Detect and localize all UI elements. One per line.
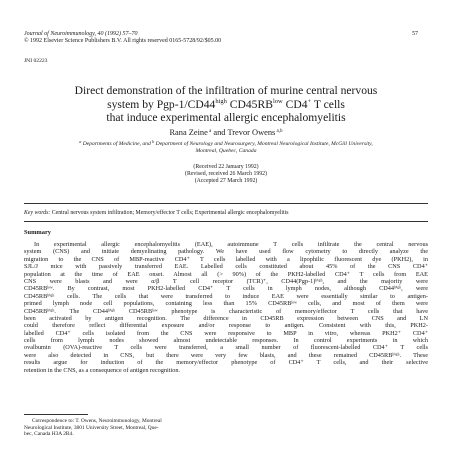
submission-dates xyxy=(30,164,422,186)
summary-line: been activated by antigen recognition. The difference in CD45RB expression between CNS and LN xyxy=(24,314,428,322)
summary-line: SJL/J mice with passively transferred EAE. Labelled cells constituted about 45% of the CNS CD4⁺ xyxy=(24,263,428,271)
title-line-2: system by Pgp-$1/CD44^{high}$ $CD45RB^{low}$ CD4+ T cells xyxy=(107,97,345,111)
summary-line: retention in the CNS, as a consequence of antigen recognition. xyxy=(24,366,181,374)
summary-body xyxy=(24,241,428,374)
footnote-divider xyxy=(24,414,88,415)
summary-line: cells from lymph nodes showed almost undetectable responses. In control experiments in which xyxy=(24,337,428,345)
affiliation-line-2: Montreal, Quebec, Canada xyxy=(195,148,257,154)
correspondence-line: Neurological Institute, 3801 University Street, Montreal, Que- xyxy=(24,424,159,431)
keywords-label: Key words: xyxy=(24,210,51,216)
summary-heading: Summary xyxy=(24,229,51,236)
journal-citation: Journal of Neuroimmunology, 40 (1992) 57–70 xyxy=(24,31,138,37)
summary-line: primed lymph node cell populations, containing less than 15% CD45RBˡᵒʷ cells, and most of them were xyxy=(24,300,428,308)
correspondence-line: bec, Canada H3A 2B4. xyxy=(24,431,74,438)
summary-line: results argue for induction of the memory/effector phenotype of CD4⁺ T cells, and their selective xyxy=(24,359,428,367)
affiliations xyxy=(50,141,402,155)
summary-line: population at the time of EAE onset. Almost all (> 90%) of the PKH2-labelled CD4⁺ T cells from EAE xyxy=(24,270,428,278)
title-line-3: that induce experimental allergic encephalomyelitis xyxy=(106,111,346,125)
summary-line: In experimental allergic encephalomyelitis (EAE), autoimmune T cells infiltrate the central nervous xyxy=(34,241,428,248)
summary-line: system (CNS) and initiate demyelinating pathology. We have used flow cytometry to directly analyze the xyxy=(24,248,428,256)
article-code: JNI 02223 xyxy=(24,58,48,64)
summary-line: CD45RBˡᵒʷ. By contrast, most PKH2-labelled CD4⁺ T cells in lymph nodes, although CD44ʰⁱᵍʰ, were xyxy=(24,285,428,293)
keywords xyxy=(24,210,434,216)
copyright-line: © 1992 Elsevier Science Publishers B.V. All rights reserved 0165-5728/92/$05.00 xyxy=(24,38,222,45)
running-header xyxy=(24,31,221,46)
author-name: and Trevor Owens xyxy=(211,128,276,137)
summary-line: CD45RBʰⁱᵍʰ. The CD44ʰⁱᵍʰ CD45RBˡᵒʷ phenotype is characteristic of memory/effector T cells that have xyxy=(24,307,428,315)
page-number: 57 xyxy=(412,31,418,37)
correspondence-line: Correspondence to: T. Owens, Neuroimmunology, Montreal xyxy=(32,418,162,424)
divider-bottom xyxy=(24,221,428,222)
date-revised: (Revised, received 26 March 1992) xyxy=(185,171,267,178)
date-accepted: (Accepted 27 March 1992) xyxy=(194,178,258,185)
divider-top xyxy=(24,203,428,204)
summary-line: CD45RBʰⁱᵍʰ cells. The cells that were transferred to induce EAE were essentially similar to antigen- xyxy=(24,292,428,300)
title-line-1: Direct demonstration of the infiltration of murine central nervous xyxy=(74,84,378,97)
summary-line: ovalbumin (OVA)-reactive T cells were transferred, a small number of fluorescent-labelled CD4⁺ T cells xyxy=(24,344,428,352)
article-title xyxy=(30,84,422,125)
summary-line: CNS were blasts and were α/β T cell receptor (TCR)⁺, CD44(Pgp-1)ʰⁱᵍʰ, and the majority were xyxy=(24,277,428,285)
summary-line: labelled CD4⁺ cells isolated from the CNS were responsive to MBP in vitro, whereas PKH2⁺ CD4⁺ xyxy=(24,329,428,337)
date-received: (Received 22 January 1992) xyxy=(193,164,259,170)
summary-line: could therefore reflect differential exposure and/or response to antigen. Consistent with this, PKH2- xyxy=(24,322,428,330)
author-name: Rana Zeine xyxy=(169,128,208,137)
correspondence-footnote xyxy=(24,418,192,438)
affiliation-line-1: $^a$ Departments of Medicine, and $^b$ Department of Neurology and Neurosurgery, Montreal Neurological Institute, McGill University, xyxy=(79,139,373,147)
summary-line: migration to the CNS of MBP-reactive CD4⁺ T cells labelled with a lipophilic fluorescent dye (PKH2), in xyxy=(24,255,428,263)
summary-line: were also detected in CNS, but there were very few blasts, and these remained CD45RBʰⁱᵍʰ. These xyxy=(24,351,428,359)
keywords-text: Central nervous system infiltration; Memory/effector T cells; Experimental allergic encephalomyelitis xyxy=(50,210,289,216)
author-list: Rana Zeine $^a$ and Trevor Owens $^{a,b}$ xyxy=(169,128,283,137)
